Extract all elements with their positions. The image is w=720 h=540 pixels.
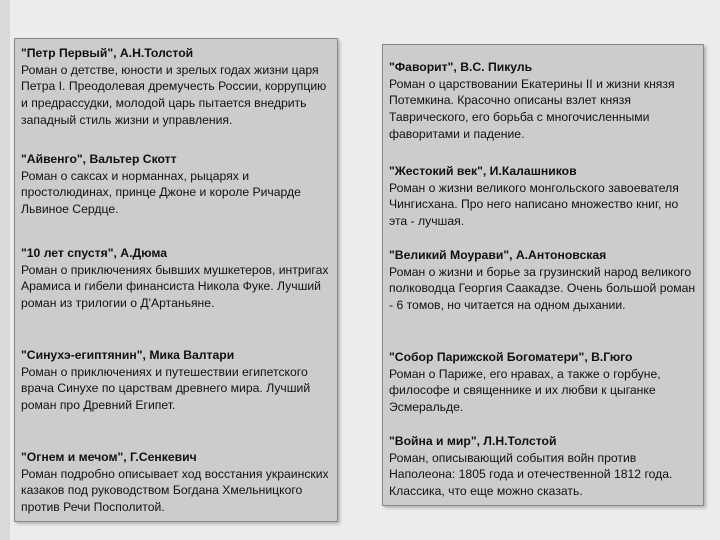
book-title: "Синухэ-египтянин", Мика Валтари (21, 348, 235, 362)
book-entry (389, 163, 699, 230)
book-description: Роман, описывающий события войн против Наполеона: 1805 года и отечественной 1812 года. Классика, что еще можно сказать. (389, 450, 673, 499)
book-entry (21, 151, 333, 218)
book-description: Роман о приключениях бывших мушкетеров, интригах Арамиса и гибели финансиста Никола Фуке. Лучший роман из трилогии о Д'Артаньяне. (21, 262, 329, 311)
book-description: Роман о приключениях и путешествии египетского врача Синухе по царствам древнего мира. Лучший роман про Древний Египет. (21, 364, 311, 413)
book-title: "Война и мир", Л.Н.Толстой (389, 434, 557, 448)
book-entry (21, 449, 333, 516)
book-title: "Петр Первый", А.Н.Толстой (21, 46, 194, 60)
book-title: "Великий Моурави", А.Антоновская (389, 248, 607, 262)
book-entry (389, 349, 699, 416)
book-title: "Огнем и мечом", Г.Сенкевич (21, 450, 197, 464)
book-entry (389, 433, 699, 500)
book-entry (21, 245, 333, 312)
book-description: Роман о детстве, юности и зрелых годах жизни царя Петра I. Преодолевая дремучесть России, коррупцию и предрассудки, молодой царь пытается внедрить западный стиль жизни и управления. (21, 62, 327, 127)
book-description: Роман о жизни и борье за грузинский народ великого полководца Георгия Саакадзе. Очень большой роман - 6 томов, но читается на одном дыхании. (389, 264, 696, 313)
book-description: Роман о саксах и норманнах, рыцарях и простолюдинах, принце Джоне и короле Ричарде Львиное Сердце. (21, 168, 301, 217)
book-title: "Собор Парижской Богоматери", В.Гюго (389, 350, 633, 364)
book-description: Роман подробно описывает ход восстания украинских казаков под руководством Богдана Хмельницкого против Речи Посполитой. (21, 466, 329, 515)
book-description: Роман о царствовании Екатерины II и жизни князя Потемкина. Красочно описаны взлет князя Таврического, его борьба с многочисленными фаворитами и падение. (389, 76, 675, 141)
book-title: "Жестокий век", И.Калашников (389, 164, 577, 178)
book-entry (21, 347, 333, 414)
book-entry (389, 59, 699, 143)
left-book-panel (14, 38, 338, 522)
book-description: Роман о Париже, его нравах, а также о горбуне, философе и священнике и их любви к цыганке Эсмеральде. (389, 366, 661, 415)
book-entry (389, 247, 699, 314)
background-band (0, 0, 10, 540)
right-book-panel (382, 44, 704, 506)
book-title: "Фаворит", В.С. Пикуль (389, 60, 533, 74)
book-entry (21, 45, 333, 129)
book-description: Роман о жизни великого монгольского завоевателя Чингисхана. Про него написано множество книг, но эта - лучшая. (389, 180, 679, 229)
book-title: "Айвенго", Вальтер Скотт (21, 152, 177, 166)
book-title: "10 лет спустя", А.Дюма (21, 246, 168, 260)
